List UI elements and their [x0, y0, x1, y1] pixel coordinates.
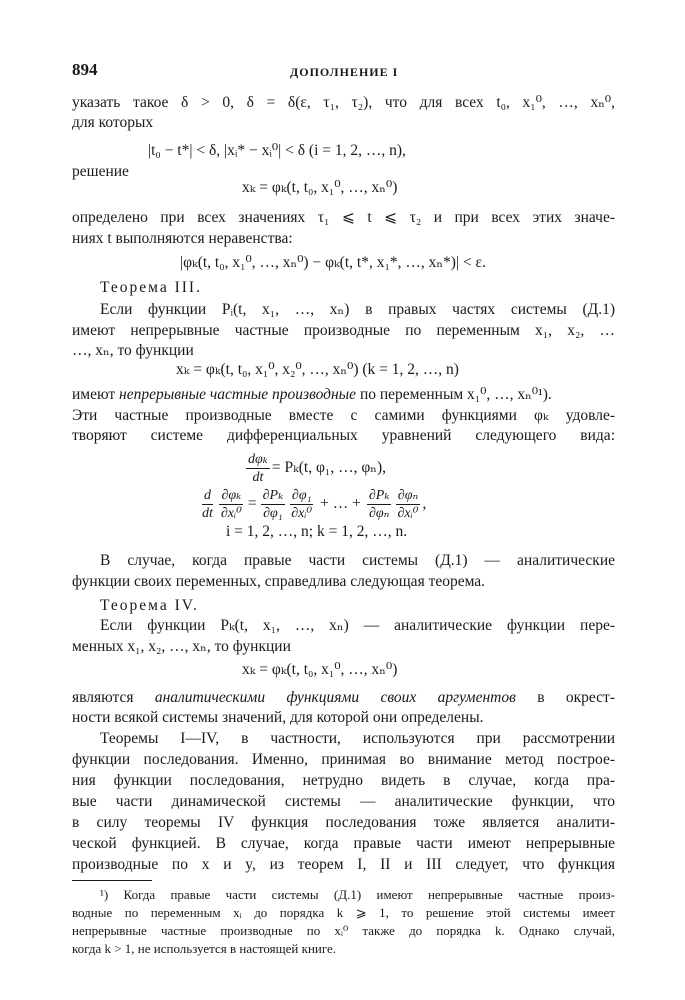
fraction-numerator: ∂Pₖ — [262, 487, 284, 503]
text-fragment: по переменным x₁⁰, …, xₙ⁰¹). — [359, 386, 552, 403]
text-line: функции своих переменных, справедлива следующая теорема. — [72, 573, 486, 590]
footnote-line: водные по переменным xᵢ до порядка k ⩾ 1, то решение этой системы имеет — [72, 905, 615, 920]
text-line: творяют системе дифференциальных уравнений следующего вида: — [72, 427, 615, 444]
function-formula: xₖ = φₖ(t, t₀, x₁⁰, x₂⁰, …, xₙ⁰) (k = 1, 2, …, n) — [176, 361, 459, 378]
fraction-numerator: ∂φ₁ — [291, 487, 312, 503]
text-line: В случае, когда правые части системы (Д.1) — аналитические — [100, 552, 615, 569]
text-line: Теоремы I—IV, в частности, используются при рассмотрении — [100, 730, 615, 747]
text-line: для которых — [72, 114, 154, 131]
equation-comma: , — [422, 495, 427, 512]
text-line: Если функции Pᵢ(t, x₁, …, xₙ) в правых частях системы (Д.1) — [100, 301, 615, 318]
equals-sign: = — [247, 495, 257, 512]
fraction-denominator: ∂xᵢ⁰ — [397, 505, 419, 521]
running-title: ДОПОЛНЕНИЕ I — [290, 65, 399, 79]
text-line: …, xₙ, то функции — [72, 342, 194, 359]
fraction-denominator: ∂φₙ — [369, 505, 390, 521]
text-line: указать такое δ > 0, δ = δ(ε, τ₁, τ₂), что для всех t₀, x₁⁰, …, xₙ⁰, — [72, 94, 615, 111]
inequality-formula: |t₀ − t*| < δ, |xᵢ* − xᵢ⁰| < δ (i = 1, 2, …, n), — [148, 142, 406, 159]
differential-equation-2 — [198, 482, 426, 526]
theorem-4-heading: Теорема IV. — [100, 597, 199, 614]
fraction-numerator: ∂φₖ — [221, 487, 242, 503]
text-line: Если функции Pₖ(t, x₁, …, xₙ) — аналитические функции пере- — [100, 617, 615, 634]
footnote-divider — [72, 880, 152, 881]
text-line: определено при всех значениях τ₁ ⩽ t ⩽ τ₂ и при всех этих значе- — [72, 209, 615, 226]
page-number: 894 — [72, 60, 98, 79]
text-line — [72, 385, 552, 405]
text-line: ния функции последования, нетрудно видеть в случае, когда пра- — [72, 772, 615, 789]
footnote-line: непрерывные частные производные по xᵢ⁰ также до порядка k. Однако случай, — [72, 923, 615, 938]
fraction-denominator: ∂φ₁ — [263, 505, 283, 521]
text-line: Эти частные производные вместе с самими функциями φₖ удовле- — [72, 407, 615, 424]
footnote-line: ¹) Когда правые части системы (Д.1) имеют непрерывные частные произ- — [100, 887, 615, 902]
fraction-denominator: ∂xᵢ⁰ — [220, 505, 242, 521]
text-fragment: имеют — [72, 386, 116, 403]
ellipsis-sum: + … + — [320, 495, 361, 512]
text-line: ческой функцией. В случае, когда правые части имеют непрерывные — [72, 835, 615, 852]
equation-rhs: = Pₖ(t, φ₁, …, φₙ), — [271, 459, 387, 476]
text-line: в силу теоремы IV функция последования тоже является аналити- — [72, 814, 615, 831]
fraction-numerator: dφₖ — [248, 451, 268, 467]
text-fragment: являются — [72, 689, 134, 706]
text-line: производные по x и y, из теорем I, II и III следует, что функция — [72, 856, 615, 873]
text-line: функции последования. Именно, принимая во внимание метод построе- — [72, 751, 615, 768]
text-line: ниях t выполняются неравенства: — [72, 230, 293, 247]
text-line: менных x₁, x₂, …, xₙ, то функции — [72, 638, 291, 655]
fraction-denominator: dt — [202, 505, 213, 521]
theorem-3-heading: Теорема III. — [100, 279, 202, 296]
estimate-formula: |φₖ(t, t₀, x₁⁰, …, xₙ⁰) − φₖ(t, t*, x₁*, …, xₙ*)| < ε. — [180, 254, 486, 271]
index-range: i = 1, 2, …, n; k = 1, 2, …, n. — [226, 523, 408, 540]
text-line — [72, 688, 615, 708]
fraction-denominator: ∂xᵢ⁰ — [291, 505, 313, 521]
solution-formula: xₖ = φₖ(t, t₀, x₁⁰, …, xₙ⁰) — [242, 179, 398, 196]
footnote-line: когда k > 1, не используется в настоящей книге. — [72, 941, 337, 956]
emphasized-text: непрерывные частные производные — [119, 386, 357, 403]
text-line: решение — [72, 163, 129, 180]
fraction-denominator: dt — [252, 469, 264, 485]
text-line: вые части динамической системы — аналитические функции, что — [72, 793, 615, 810]
fraction-numerator: ∂φₙ — [397, 487, 419, 503]
fraction-numerator: ∂Pₖ — [368, 487, 390, 503]
text-fragment: в окрест- — [537, 689, 615, 706]
fraction-numerator: d — [203, 487, 211, 503]
text-line: ности всякой системы значений, для которой они определены. — [72, 709, 484, 726]
emphasized-text: аналитическими функциями своих аргументов — [154, 689, 516, 706]
text-line: имеют непрерывные частные производные по переменным x₁, x₂, … — [72, 322, 615, 339]
function-formula: xₖ = φₖ(t, t₀, x₁⁰, …, xₙ⁰) — [242, 661, 398, 678]
